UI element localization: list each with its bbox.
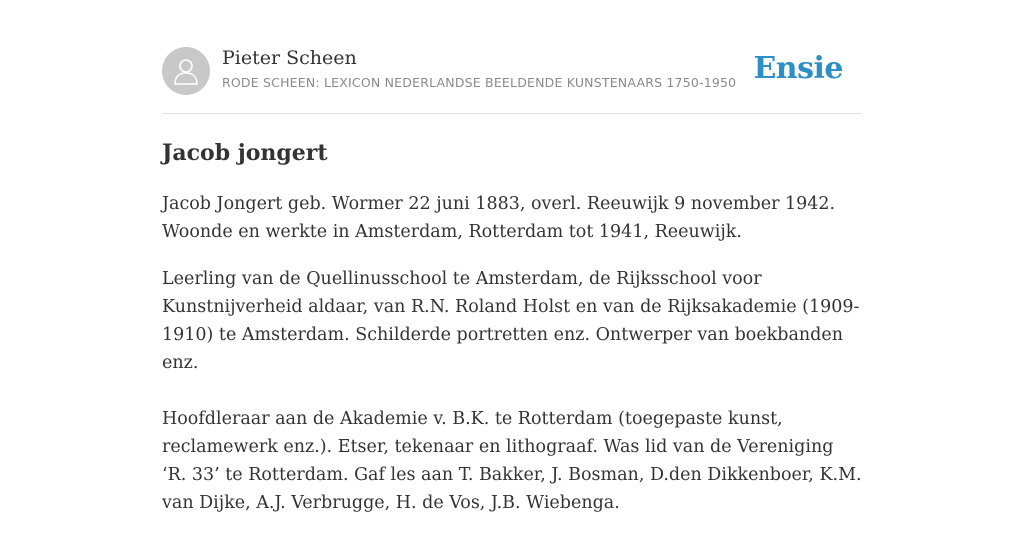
page-title: Jacob jongert [162,140,328,166]
brand-logo[interactable]: Ensie [753,51,843,86]
user-icon [173,57,199,85]
paragraph-spacer [162,396,862,405]
article-body [162,190,862,536]
paragraph-1: Jacob Jongert geb. Wormer 22 juni 1883, overl. Reeuwijk 9 november 1942. Woonde en werkte in Amsterdam, Rotterdam tot 1941, Reeuwijk. [162,194,836,242]
article-header [162,46,862,96]
paragraph-2: Leerling van de Quellinusschool te Amsterdam, de Rijksschool voor Kunstnijverheid aldaar, van R.N. Roland Holst en van de Rijksakademie (1909-1910) te Amsterdam. Schilderde portretten enz. Ontwerper van boekbanden enz. [162,269,860,373]
header-divider [162,113,862,114]
source-title[interactable]: RODE SCHEEN: LEXICON NEDERLANDSE BEELDENDE KUNSTENAARS 1750-1950 [222,75,737,90]
avatar[interactable] [162,47,210,95]
paragraph-3: Hoofdleraar aan de Akademie v. B.K. te Rotterdam (toegepaste kunst, reclamewerk enz.). Etser, tekenaar en lithograaf. Was lid van de Vereniging ‘R. 33’ te Rotterdam. Gaf les aan T. Bakker, J. Bosman, D.den Dikkenboer, K.M. van Dijke, A.J. Verbrugge, H. de Vos, J.B. Wiebenga. [162,409,862,513]
author-name[interactable]: Pieter Scheen [222,47,357,69]
